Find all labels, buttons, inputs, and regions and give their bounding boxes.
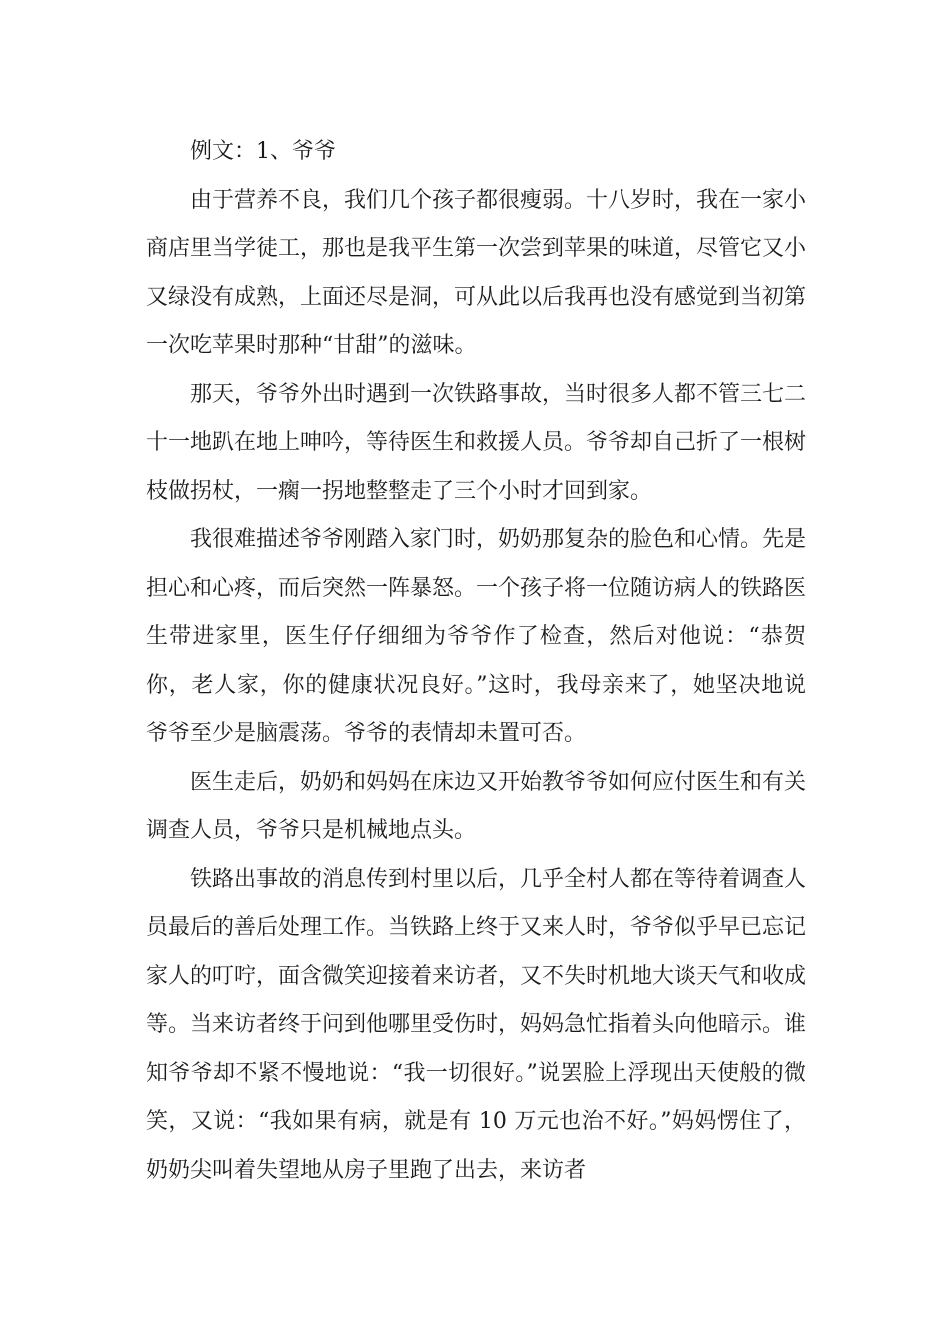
- paragraph-5: 铁路出事故的消息传到村里以后，几乎全村人都在等待着调查人员最后的善后处理工作。当铁路上终于又来人时，爷爷似乎早已忘记家人的叮咛，面含微笑迎接着来访者，又不失时机地大谈天气和收成等。当来访者终于问到他哪里受伤时，妈妈急忙指着头向他暗示。谁知爷爷却不紧不慢地说：“我一切很好。”说罢脸上浮现出天使般的微笑，又说：“我如果有病，就是有 10 万元也治不好。”妈妈愣住了，奶奶尖叫着失望地从房子里跑了出去，来访者: [146, 866, 807, 1183]
- document-body: [146, 128, 806, 1195]
- paragraph-1: 由于营养不良，我们几个孩子都很瘦弱。十八岁时，我在一家小商店里当学徒工，那也是我平生第一次尝到苹果的味道，尽管它又小又绿没有成熟，上面还尽是洞，可从此以后我再也没有感觉到当初第一次吃苹果时那种“甘甜”的滋味。: [146, 187, 807, 358]
- document-title: 例文：1、爷爷: [190, 139, 336, 164]
- paragraph-3: 我很难描述爷爷刚踏入家门时，奶奶那复杂的脸色和心情。先是担心和心疼，而后突然一阵暴怒。一个孩子将一位随访病人的铁路医生带进家里，医生仔仔细细为爷爷作了检查，然后对他说：“恭贺你，老人家，你的健康状况良好。”这时，我母亲来了，她坚决地说爷爷至少是脑震荡。爷爷的表情却未置可否。: [146, 527, 807, 746]
- paragraph-4: 医生走后，奶奶和妈妈在床边又开始教爷爷如何应付医生和有关调查人员，爷爷只是机械地点头。: [146, 769, 807, 843]
- paragraph-2: 那天，爷爷外出时遇到一次铁路事故，当时很多人都不管三七二十一地趴在地上呻吟，等待医生和救援人员。爷爷却自己折了一根树枝做拐杖，一瘸一拐地整整走了三个小时才回到家。: [146, 381, 807, 504]
